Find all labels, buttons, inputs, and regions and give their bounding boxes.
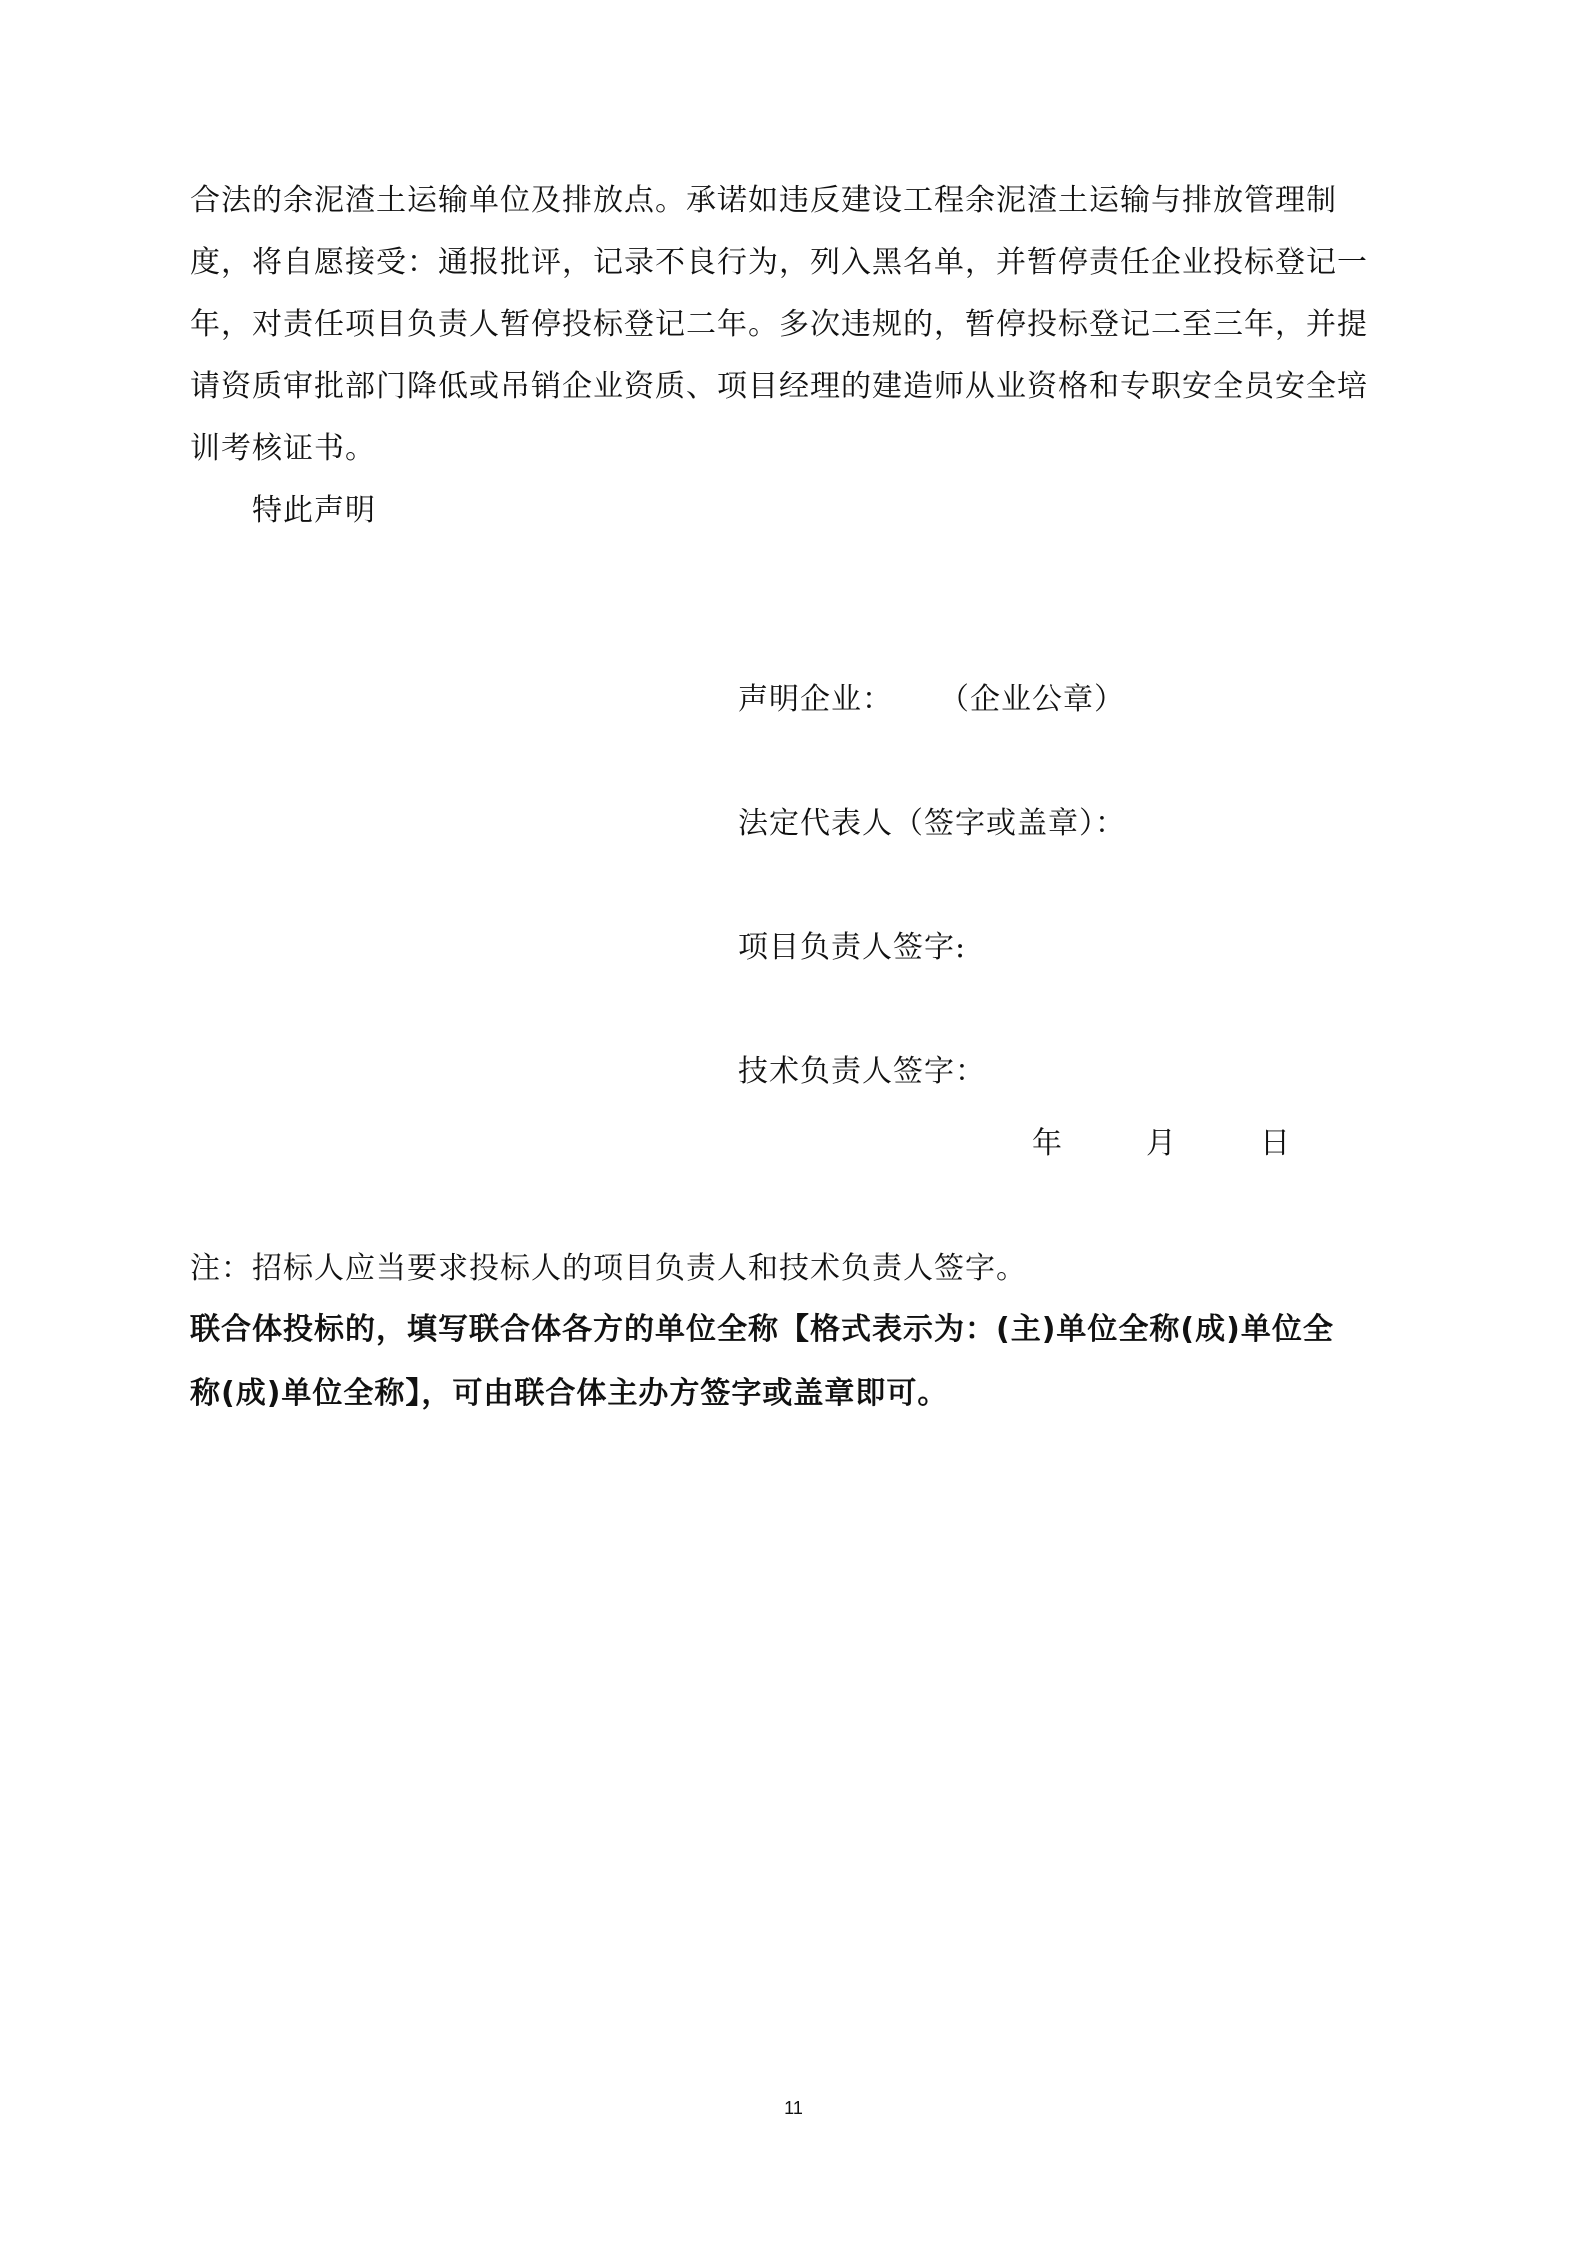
company-seal-placeholder: （企业公章） (939, 682, 1125, 717)
legal-representative-label: 法定代表人（签字或盖章）： (738, 806, 1126, 841)
tech-lead-row (738, 1048, 1438, 1096)
project-lead-row (738, 924, 1438, 972)
paragraph-line: 合法的余泥渣土运输单位及排放点。承诺如违反建设工程余泥渣土运输与排放管理制 (190, 183, 1337, 218)
paragraph-line: 度，将自愿接受：通报批评，记录不良行为，列入黑名单，并暂停责任企业投标登记一 (190, 245, 1368, 280)
page-number: 11 (784, 2098, 803, 2118)
tech-lead-signature-label: 技术负责人签字： (738, 1054, 986, 1089)
date-day: 日 (1260, 1126, 1290, 1161)
paragraph-line: 请资质审批部门降低或吊销企业资质、项目经理的建造师从业资格和专职安全员安全培 (190, 369, 1368, 404)
date-line (1032, 1120, 1290, 1168)
closing-statement: 特此声明 (252, 493, 376, 528)
consortium-note-line: 联合体投标的，填写联合体各方的单位全称【格式表示为：(主)单位全称(成)单位全 (190, 1312, 1334, 1347)
declaration-paragraph (190, 170, 1420, 542)
signature-block (738, 676, 1438, 1096)
note-section (190, 1240, 1420, 1426)
paragraph-line: 年，对责任项目负责人暂停投标登记二年。多次违规的，暂停投标登记二至三年，并提 (190, 307, 1368, 342)
project-lead-signature-label: 项目负责人签字: (738, 930, 967, 965)
date-year: 年 (1032, 1126, 1062, 1161)
note-text: 注：招标人应当要求投标人的项目负责人和技术负责人签字。 (190, 1251, 1027, 1286)
company-row (738, 676, 1438, 724)
company-label: 声明企业： (738, 682, 893, 717)
date-month: 月 (1146, 1126, 1176, 1161)
legal-representative-row (738, 800, 1438, 848)
consortium-note-line: 称(成)单位全称】，可由联合体主办方签字或盖章即可。 (190, 1376, 949, 1411)
paragraph-line: 训考核证书。 (190, 431, 376, 466)
